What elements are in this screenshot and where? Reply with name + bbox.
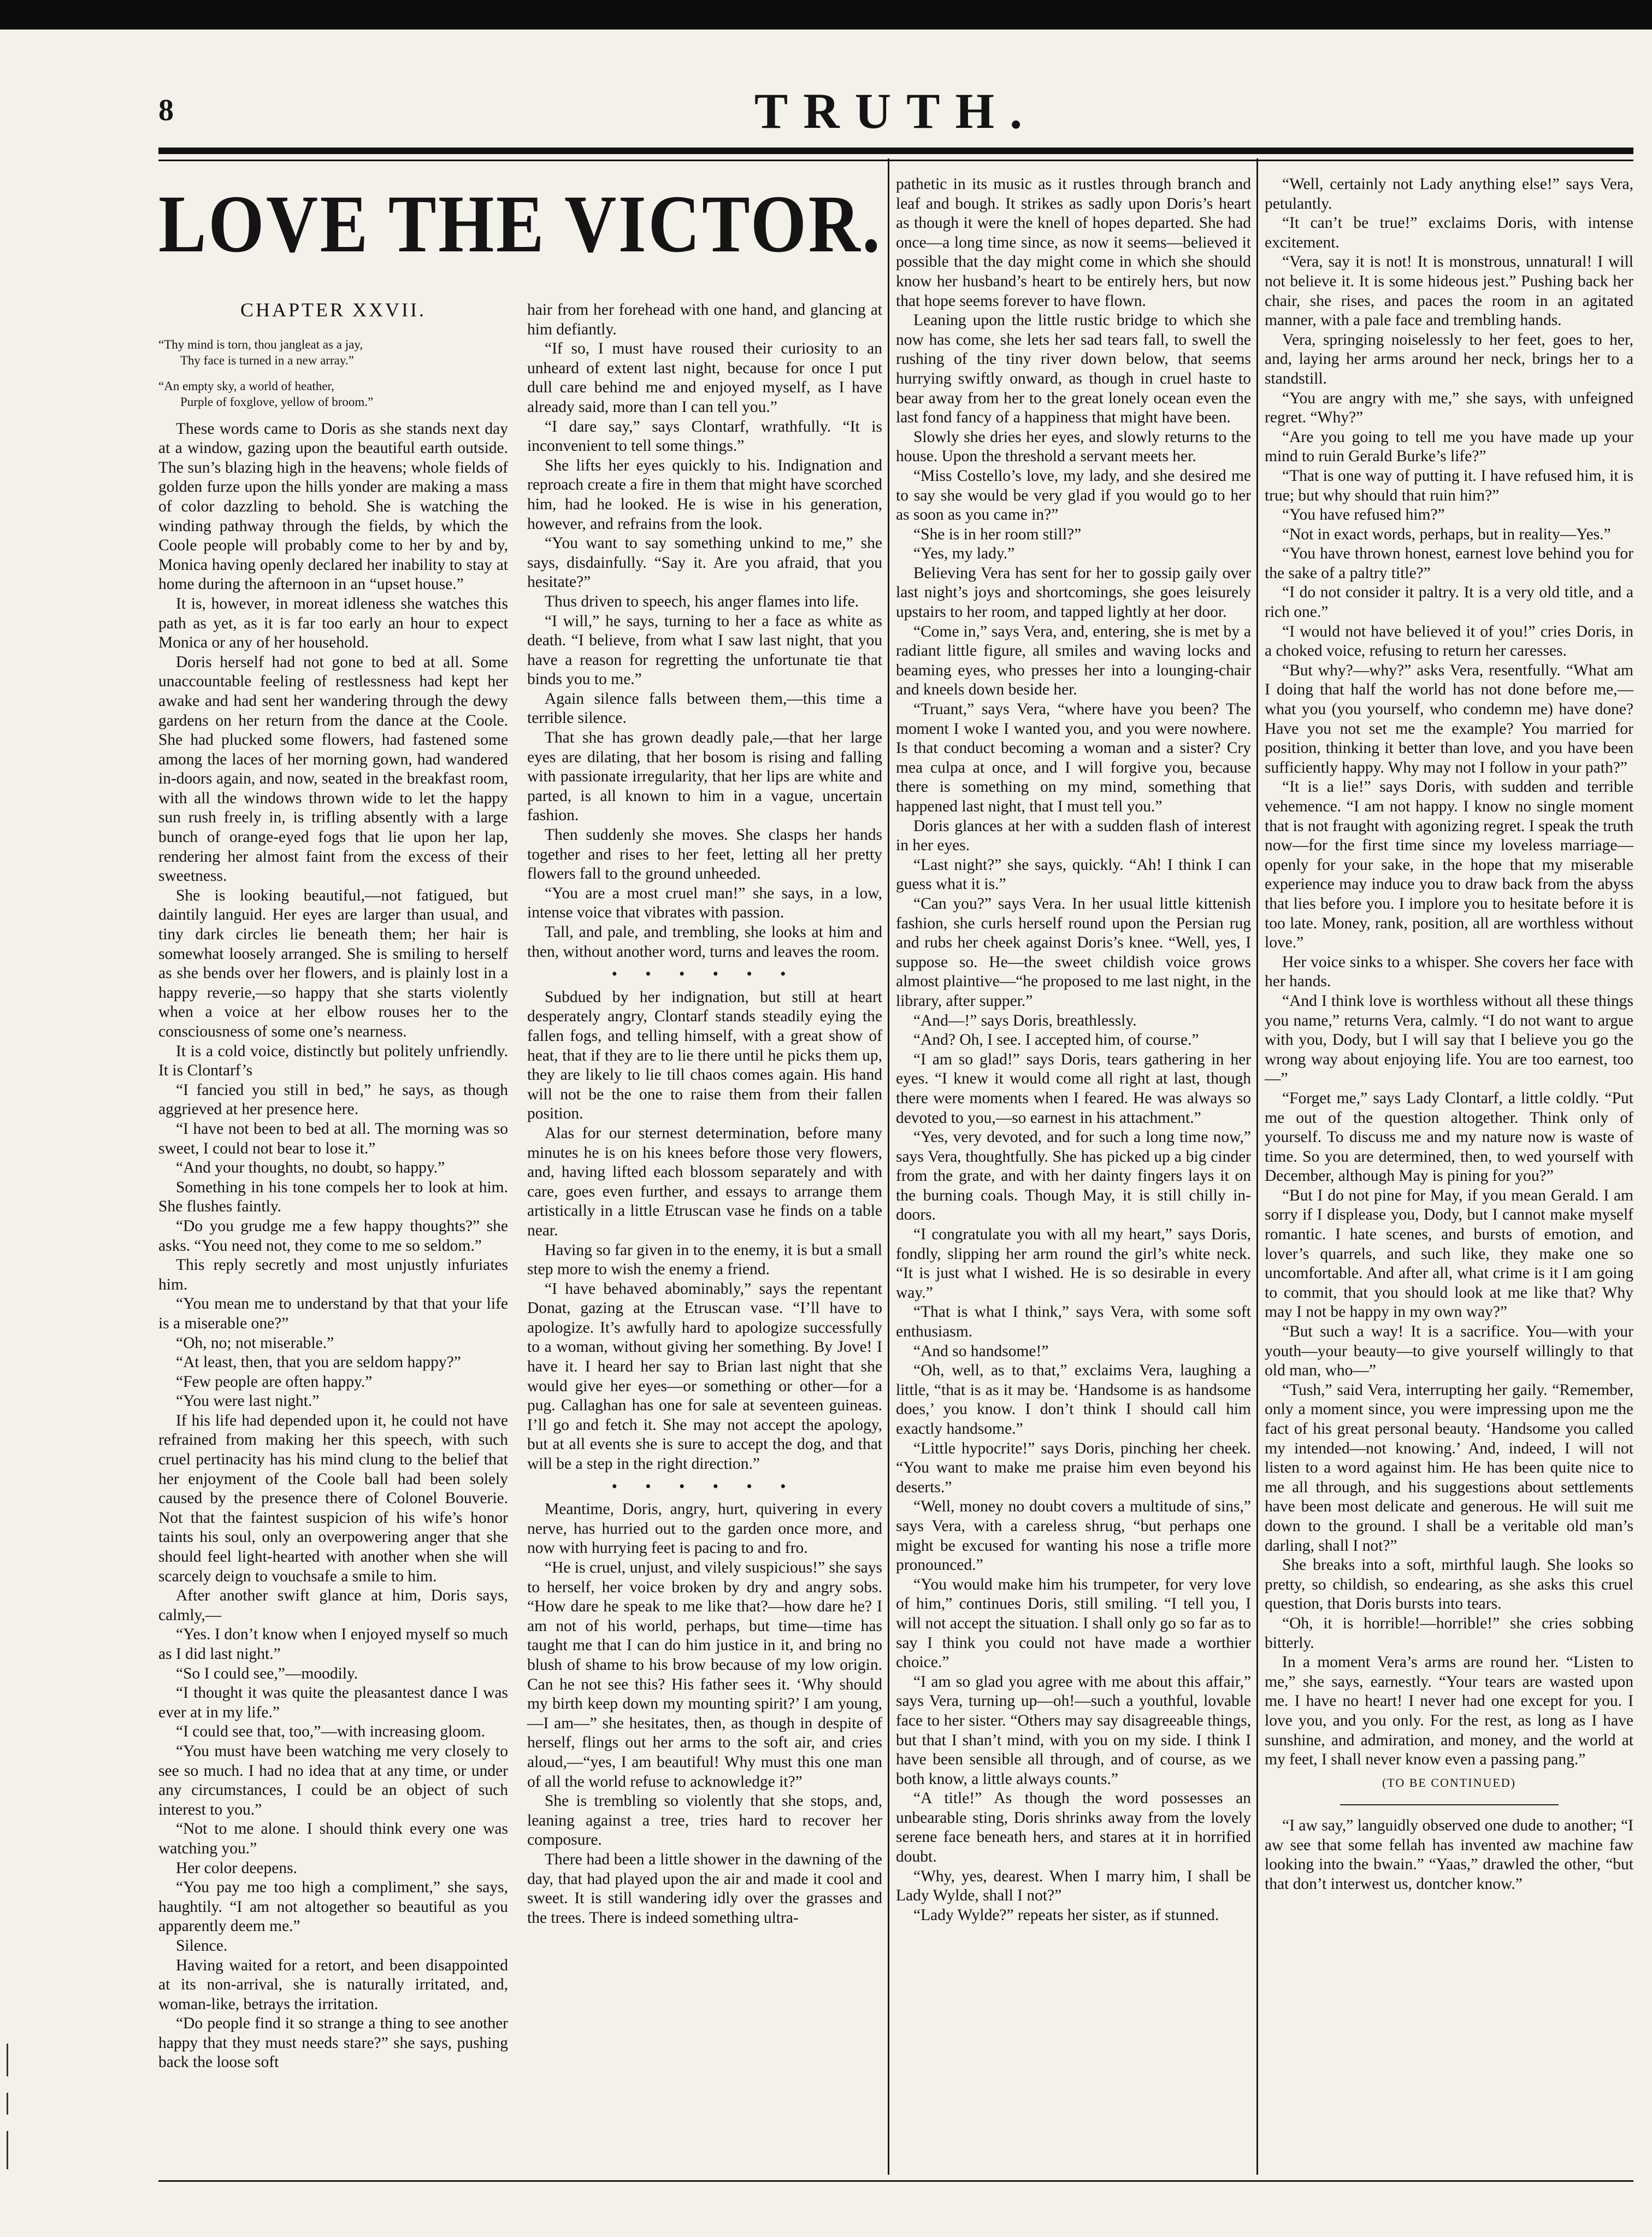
epigraph-line: “Thy mind is torn, thou jangleat as a jay, bbox=[158, 337, 363, 351]
to-be-continued: (TO BE CONTINUED) bbox=[1382, 1775, 1516, 1789]
paragraph: “I have not been to bed at all. The morning was so sweet, I could not bear to lose it.” bbox=[158, 1120, 508, 1157]
paragraph: “I would not have believed it of you!” cries Doris, in a choked voice, refusing to return her caresses. bbox=[1265, 622, 1633, 660]
paragraph: “I aw say,” languidly observed one dude to another; “I aw see that some fellah has invented aw machine faw looking into the bwain.” “Yaas,” drawled the other, “but that don’t interwest us, dontcher know.” bbox=[1265, 1817, 1633, 1893]
paragraph: Alas for our sternest determination, before many minutes he is on his knees before those very flowers, and, having lifted each blossom separately and with care, goes even further, and essays to arrange them artistically in a little Etruscan vase he finds on a table near. bbox=[527, 1124, 882, 1239]
paragraph: pathetic in its music as it rustles through branch and leaf and bough. It strikes as sadly upon Doris’s heart as though it were the knell of hopes departed. She had once—a long time since, as now it seems—believed it possible that the day might come in which she should know her husband’s heart to be entirely hers, but now that hope seems forever to have flown. bbox=[896, 175, 1251, 310]
paragraph: “It is a lie!” says Doris, with sudden and terrible vehemence. “I am not happy. I know no single moment that is not fraught with agonizing regret. I speak the truth now—for the first time since my loveless marriage—openly for your sake, in the hope that my miserable experience may induce you to draw back from the abyss that lies before you. I implore you to hesitate before it is too late. Money, rank, position, all are worthless without love.” bbox=[1265, 778, 1633, 952]
paragraph: “Why, yes, dearest. When I marry him, I shall be Lady Wylde, shall I not?” bbox=[896, 1867, 1251, 1905]
paragraph: “And—!” says Doris, breathlessly. bbox=[913, 1011, 1137, 1029]
paragraph: That she has grown deadly pale,—that her large eyes are dilating, that her bosom is rising and falling with passionate irregularity, that her lips are white and parted, is all known to him in a vague, uncertain fashion. bbox=[527, 729, 882, 825]
paragraph: “You want to say something unkind to me,” she says, disdainfully. “Say it. Are you afraid, that you hesitate?” bbox=[527, 534, 882, 591]
paragraph: She lifts her eyes quickly to his. Indignation and reproach create a fire in them that might have scorched him, had he looked. He is wise in his generation, however, and refrains from the look. bbox=[527, 456, 882, 533]
paragraph: This reply secretly and most unjustly infuriates him. bbox=[158, 1256, 508, 1293]
paragraph: “You would make him his trumpeter, for very love of him,” continues Doris, still smiling. “I tell you, I will not accept the situation. I shall only go so far as to say I think you could not have made a worthier choice.” bbox=[896, 1575, 1251, 1671]
paragraph: There had been a little shower in the dawning of the day, that had played upon the air and made it cool and sweet. It is still wandering idly over the grasses and the trees. There is indeed something ultra- bbox=[527, 1850, 882, 1927]
column-2 bbox=[527, 301, 882, 2153]
paragraph: Slowly she dries her eyes, and slowly returns to the house. Upon the threshold a servant meets her. bbox=[896, 428, 1251, 466]
paragraph: “And your thoughts, no doubt, so happy.” bbox=[176, 1159, 445, 1177]
footer-rule bbox=[158, 2180, 1633, 2182]
paragraph: “Miss Costello’s love, my lady, and she desired me to say she would be very glad if you would go to her as soon as you came in?” bbox=[896, 467, 1251, 524]
divider bbox=[1340, 1804, 1559, 1805]
section-break: • • • • • • bbox=[611, 1477, 798, 1496]
paragraph: These words came to Doris as she stands next day at a window, gazing upon the beautiful earth outside. The sun’s blazing high in the heavens; whole fields of golden furze upon the hills yonder are making a mass of color dazzling to behold. She is watching the winding pathway through the fields, by which the Coole people will probably come to her by and by, Monica having openly declared her inability to stay at home during the afternoon in an “upset house.” bbox=[158, 420, 508, 593]
paragraph: It is a cold voice, distinctly but politely unfriendly. It is Clontarf’s bbox=[158, 1042, 508, 1080]
paragraph: “You mean me to understand by that that your life is a miserable one?” bbox=[158, 1295, 508, 1332]
column-1-body bbox=[158, 301, 508, 2073]
paragraph: “Not to me alone. I should think every one was watching you.” bbox=[158, 1820, 508, 1857]
paragraph: Thus driven to speech, his anger flames into life. bbox=[545, 592, 859, 610]
epigraph-2 bbox=[158, 378, 508, 410]
paragraph: Believing Vera has sent for her to gossip gaily over last night’s joys and shortcomings, she goes leisurely upstairs to her room, and tapped lightly at her door. bbox=[896, 564, 1251, 621]
paragraph: “Do people find it so strange a thing to see another happy that they must needs stare?” she says, pushing back the loose soft bbox=[158, 2015, 508, 2071]
paragraph: “I could see that, too,”—with increasing gloom. bbox=[176, 1723, 486, 1741]
paragraph: “Can you?” says Vera. In her usual little kittenish fashion, she curls herself round upon the Persian rug and rubs her cheek against Doris’s knee. “Well, yes, I suppose so. He—the sweet childish voice grows almost plaintive—“he proposed to me last night, in the library, after supper.” bbox=[896, 894, 1251, 1010]
paragraph: “He is cruel, unjust, and vilely suspicious!” she says to herself, her voice broken by dry and angry sobs. “How dare he speak to me like that?—how dare he? I am not of his world, perhaps, but time—time has taught me that I can do him justice in it, and bring no blush of shame to his brow because of my low origin. Can he not see this? His father sees it. ‘Why should my birth keep down my mounting spirit?’ I am young,—I am—” she hesitates, then, as though in despite of herself, flings out her arms to the soft air, and cries aloud,—“yes, I am beautiful! Why must this one man of all the world refuse to acknowledge it?” bbox=[527, 1559, 882, 1791]
paragraph: Subdued by her indignation, but still at heart desperately angry, Clontarf stands steadily eying the fallen fogs, and telling himself, with a great show of heat, that if they are to lie there until he picks them up, they are likely to lie till chaos comes again. His hand will not be the one to raise them from their fallen position. bbox=[527, 988, 882, 1123]
epigraph-line: Thy face is turned in a new array.” bbox=[180, 353, 354, 367]
paragraph: “Last night?” she says, quickly. “Ah! I think I can guess what it is.” bbox=[896, 856, 1251, 893]
paragraph: “Oh, no; not miserable.” bbox=[176, 1334, 334, 1352]
paragraph: “You are angry with me,” she says, with unfeigned regret. “Why?” bbox=[1265, 389, 1633, 427]
column-rule bbox=[888, 158, 889, 2175]
chapter-heading: CHAPTER XXVII. bbox=[240, 299, 426, 321]
paragraph: “At least, then, that you are seldom happy?” bbox=[176, 1353, 461, 1371]
paragraph: She breaks into a soft, mirthful laugh. She looks so pretty, so childish, so endearing, as she asks this cruel question, that Doris bursts into tears. bbox=[1265, 1556, 1633, 1613]
paragraph: “That is what I think,” says Vera, with some soft enthusiasm. bbox=[896, 1303, 1251, 1341]
paragraph: Her voice sinks to a whisper. She covers her face with her hands. bbox=[1265, 953, 1633, 991]
paragraph: “But why?—why?” asks Vera, resentfully. “What am I doing that half the world has not done before me,—what you (you yourself, who condemn me) have done? Have you not set me the example? You married for position, thinking it better than love, and you have been sufficiently happy. Why may not I follow in your path?” bbox=[1265, 661, 1633, 776]
paragraph: “I am so glad you agree with me about this affair,” says Vera, turning up—oh!—such a youthful, lovable face to her sister. “Others may say disagreeable things, but that I shan’t mind, with you on my side. I think I have been sensible all through, and of course, as we both know, a little always counts.” bbox=[896, 1673, 1251, 1788]
paragraph: Her color deepens. bbox=[176, 1859, 297, 1877]
epigraph-line: Purple of foxglove, yellow of broom.” bbox=[180, 395, 374, 409]
paragraph: “You are a most cruel man!” she says, in a low, intense voice that vibrates with passion. bbox=[527, 884, 882, 922]
paragraph: “Yes. I don’t know when I enjoyed myself so much as I did last night.” bbox=[158, 1626, 508, 1663]
paragraph: Again silence falls between them,—this time a terrible silence. bbox=[527, 690, 882, 727]
paragraph: “Come in,” says Vera, and, entering, she is met by a radiant little figure, all smiles and waving locks and beaming eyes, who presses her into a lounging-chair and kneels down beside her. bbox=[896, 622, 1251, 699]
paragraph: After another swift glance at him, Doris says, calmly,— bbox=[158, 1587, 508, 1624]
paragraph: “Forget me,” says Lady Clontarf, a little coldly. “Put me out of the question altogether. Think only of yourself. To discuss me and my nature now is waste of time. So you are determined, then, to wed yourself with December, although May is pining for you?” bbox=[1265, 1089, 1633, 1185]
paragraph: “I dare say,” says Clontarf, wrathfully. “It is inconvenient to tell some things.” bbox=[527, 417, 882, 455]
paragraph: She is trembling so violently that she stops, and, leaning against a tree, tries hard to recover her composure. bbox=[527, 1792, 882, 1849]
paragraph: She is looking beautiful,—not fatigued, but daintily languid. Her eyes are larger than usual, and tiny dark circles lie beneath them; her hair is somewhat loosely arranged. She is smiling to herself as she bends over her flowers, and is plainly lost in a happy reverie,—so happy that she starts violently when a voice at her elbow rouses her to the consciousness of some one’s nearness. bbox=[158, 886, 508, 1040]
paragraph: “Little hypocrite!” says Doris, pinching her cheek. “You want to make me praise him even beyond his deserts.” bbox=[896, 1439, 1251, 1496]
paragraph: “Truant,” says Vera, “where have you been? The moment I woke I wanted you, and you were nowhere. Is that conduct becoming a woman and a sister? Cry mea culpa at once, and I will forgive you, because there is something on my mind, something that happened last night, that I must tell you.” bbox=[896, 700, 1251, 815]
paragraph: Doris herself had not gone to bed at all. Some unaccountable feeling of restlessness had kept her awake and had sent her wandering through the dewy gardens on her return from the dance at the Coole. She had plucked some flowers, had fastened some among the laces of her morning gown, had wandered in-doors again, and now, seated in the breakfast room, with all the windows thrown wide to let the happy sun rush freely in, is trifling absently with a large bunch of orange-eyed fogs that lie upon her lap, rendering her almost faint from the excess of their sweetness. bbox=[158, 653, 508, 885]
paragraph: “Not in exact words, perhaps, but in reality—Yes.” bbox=[1282, 525, 1611, 543]
paragraph: “Few people are often happy.” bbox=[176, 1373, 373, 1391]
paragraph: “She is in her room still?” bbox=[913, 525, 1082, 543]
column-3 bbox=[896, 175, 1251, 2153]
paragraph: “But such a way! It is a sacrifice. You—with your youth—your beauty—to give yourself willingly to that old man, who—” bbox=[1265, 1323, 1633, 1380]
paragraph: “You have thrown honest, earnest love behind you for the sake of a paltry title?” bbox=[1265, 545, 1633, 582]
paragraph: “Oh, well, as to that,” exclaims Vera, laughing a little, “that is as it may be. ‘Handsome is as handsome does,’ you know. I don’t think I should call him exactly handsome.” bbox=[896, 1362, 1251, 1438]
paragraph: Doris glances at her with a sudden flash of interest in her eyes. bbox=[896, 817, 1251, 855]
margin-mark bbox=[7, 2093, 8, 2115]
paragraph: “You pay me too high a compliment,” she says, haughtily. “I am not altogether so beautiful as you apparently deem me.” bbox=[158, 1879, 508, 1935]
paragraph: “If so, I must have roused their curiosity to an unheard of extent last night, because for once I put dull care behind me and enjoyed myself, as I have already said, more than I can tell you.” bbox=[527, 340, 882, 416]
paragraph: “Well, money no doubt covers a multitude of sins,” says Vera, with a careless shrug, “but perhaps one might be excused for wanting his nose a trifle more pronounced.” bbox=[896, 1498, 1251, 1574]
column-rule bbox=[1256, 158, 1258, 2175]
paragraph: “And so handsome!” bbox=[913, 1342, 1049, 1360]
paragraph: “Yes, my lady.” bbox=[913, 545, 1015, 563]
paragraph: “You must have been watching me very closely to see so much. I had no idea that at any time, or under any circumstances, I could be an object of such interest to you.” bbox=[158, 1742, 508, 1818]
section-break: • • • • • • bbox=[611, 966, 798, 984]
paragraph: “You were last night.” bbox=[176, 1392, 320, 1410]
paragraph: In a moment Vera’s arms are round her. “Listen to me,” she says, earnestly. “Your tears are wasted upon me. I have no heart! I never had one except for you. I love you, and you only. For the rest, as long as I have sunshine, and admiration, and money, and the world at my feet, I shall never know even a passing pang.” bbox=[1265, 1653, 1633, 1769]
paragraph: Something in his tone compels her to look at him. She flushes faintly. bbox=[158, 1178, 508, 1216]
paragraph: “I do not consider it paltry. It is a very old title, and a rich one.” bbox=[1265, 584, 1633, 621]
margin-mark bbox=[7, 2044, 8, 2076]
paragraph: Leaning upon the little rustic bridge to which she now has come, she lets her sad tears fall, to swell the rushing of the tiny river down below, that seems hurrying swiftly onward, as though in cruel haste to bear away from her to the great lonely ocean even the last fond fancy of a happiness that might have been. bbox=[896, 311, 1251, 427]
epigraph-1 bbox=[158, 337, 508, 368]
paragraph: Silence. bbox=[176, 1936, 228, 1955]
paragraph: “It can’t be true!” exclaims Doris, with intense excitement. bbox=[1265, 214, 1633, 251]
masthead: TRUTH. bbox=[754, 83, 1038, 139]
paragraph: “I will,” he says, turning to her a face as white as death. “I believe, from what I saw last night, that you have a reason for regretting the unfortunate tie that binds you to me.” bbox=[527, 612, 882, 688]
paragraph: Having waited for a retort, and been disappointed at its non-arrival, she is naturally irritated, and, woman-like, betrays the irritation. bbox=[158, 1956, 508, 2013]
paragraph: “Tush,” said Vera, interrupting her gaily. “Remember, only a moment since, you were impressing upon me the fact of his great personal beauty. ‘Handsome you called my intended—not knowing.’ And, indeed, I will not listen to a word against him. He has been quite nice to me all through, and his suggestions about settlements have been most delicate and generous. He will suit me down to the ground. I shall be a veritable old man’s darling, shall I not?” bbox=[1265, 1381, 1633, 1555]
paragraph: Tall, and pale, and trembling, she looks at him and then, without another word, turns and leaves the room. bbox=[527, 923, 882, 961]
story-title: LOVE THE VICTOR. bbox=[158, 179, 882, 269]
paragraph: hair from her forehead with one hand, and glancing at him defiantly. bbox=[527, 301, 882, 338]
paragraph: Meantime, Doris, angry, hurt, quivering in every nerve, has hurried out to the garden once more, and now with hurrying feet is pacing to and fro. bbox=[527, 1500, 882, 1557]
column-4 bbox=[1265, 175, 1633, 2153]
paragraph: “So I could see,”—moodily. bbox=[176, 1664, 358, 1682]
paragraph: “I congratulate you with all my heart,” says Doris, fondly, slipping her arm round the girl’s white neck. “It is just what I wished. He is so desirable in every way.” bbox=[896, 1226, 1251, 1302]
page-number: 8 bbox=[158, 93, 174, 127]
paragraph: “You have refused him?” bbox=[1282, 506, 1445, 524]
paragraph: Vera, springing noiselessly to her feet, goes to her, and, laying her arms around her neck, brings her to a standstill. bbox=[1265, 331, 1633, 387]
paragraph: “I thought it was quite the pleasantest dance I was ever at in my life.” bbox=[158, 1684, 508, 1721]
margin-mark bbox=[7, 2131, 8, 2169]
top-black-band bbox=[0, 0, 1652, 30]
paragraph: “That is one way of putting it. I have refused him, it is true; but why should that ruin him?” bbox=[1265, 467, 1633, 504]
paragraph: “Do you grudge me a few happy thoughts?” she asks. “You need not, they come to me so seldom.” bbox=[158, 1217, 508, 1255]
paragraph: It is, however, in moreat idleness she watches this path as yet, as it is far too early an hour to expect Monica or any of her household. bbox=[158, 594, 508, 652]
paragraph: “Yes, very devoted, and for such a long time now,” says Vera, thoughtfully. She has picked up a big cinder from the grate, and with her dainty fingers lays it on the burning coals. Though May, it is still chilly in-doors. bbox=[896, 1128, 1251, 1224]
paragraph: “A title!” As though the word possesses an unbearable sting, Doris shrinks away from the lovely serene face beneath hers, and stares at it in horrified doubt. bbox=[896, 1789, 1251, 1866]
paragraph: “And? Oh, I see. I accepted him, of course.” bbox=[913, 1031, 1199, 1049]
header-rule-thin bbox=[158, 160, 1633, 161]
header-rule-thick bbox=[158, 148, 1633, 154]
paragraph: “Lady Wylde?” repeats her sister, as if stunned. bbox=[913, 1906, 1219, 1924]
paragraph: “I have behaved abominably,” says the repentant Donat, gazing at the Etruscan vase. “I’ll have to apologize. It’s awfully hard to apologize successfully to a woman, without giving her something. By Jove! I have it. I heard her say to Brian last night that she would give her eyes—or something or other—for a pug. Callaghan has one for sale at seventeen guineas. I’ll go and fetch it. She may not accept the apology, but at all events she is sure to accept the dog, and that will be a step in the right direction.” bbox=[527, 1280, 882, 1473]
paragraph: If his life had depended upon it, he could not have refrained from making her this speech, with such cruel pertinacity has his mind clung to the belief that her enjoyment of the Coole ball had been solely caused by the presence there of Colonel Bouverie. Not that the faintest suspicion of his wife’s honor taints his soul, only an overpowering anger that she should feel light-hearted with another when she will scarcely deign to vouchsafe a smile to him. bbox=[158, 1411, 508, 1585]
paragraph: “I am so glad!” says Doris, tears gathering in her eyes. “I knew it would come all right at last, though there were moments when I feared. He was always so devoted to you,—so earnest in his attachment.” bbox=[896, 1050, 1251, 1127]
page-header bbox=[158, 82, 1633, 148]
paragraph: “But I do not pine for May, if you mean Gerald. I am sorry if I displease you, Dody, but I cannot make myself romantic. I hate scenes, and bursts of emotion, and lover’s quarrels, and such like, they make one so uncomfortable. And after all, what crime is it I am going to commit, that you should look at me like that? Why may I not be happy in my own way?” bbox=[1265, 1186, 1633, 1321]
story-title-block bbox=[158, 180, 882, 268]
paragraph: “And I think love is worthless without all these things you name,” returns Vera, calmly. “I do not want to argue with you, Dody, but I will say that I believe you go the wrong way about enjoying life. You are too earnest, too—” bbox=[1265, 992, 1633, 1088]
epigraph-line: “An empty sky, a world of heather, bbox=[158, 379, 335, 393]
paragraph: “Vera, say it is not! It is monstrous, unnatural! I will not believe it. It is some hideous jest.” Pushing back her chair, she rises, and paces the room in an agitated manner, with a pale face and trembling hands. bbox=[1265, 253, 1633, 329]
paragraph: Then suddenly she moves. She clasps her hands together and rises to her feet, letting all her pretty flowers fall to the ground unheeded. bbox=[527, 826, 882, 883]
paragraph: “Are you going to tell me you have made up your mind to ruin Gerald Burke’s life?” bbox=[1265, 428, 1633, 466]
paragraph: “Oh, it is horrible!—horrible!” she cries sobbing bitterly. bbox=[1265, 1614, 1633, 1652]
paragraph: “I fancied you still in bed,” he says, as though aggrieved at her presence here. bbox=[158, 1081, 508, 1118]
paragraph: Having so far given in to the enemy, it is but a small step more to wish the enemy a friend. bbox=[527, 1241, 882, 1279]
paragraph: “Well, certainly not Lady anything else!” says Vera, petulantly. bbox=[1265, 175, 1633, 213]
